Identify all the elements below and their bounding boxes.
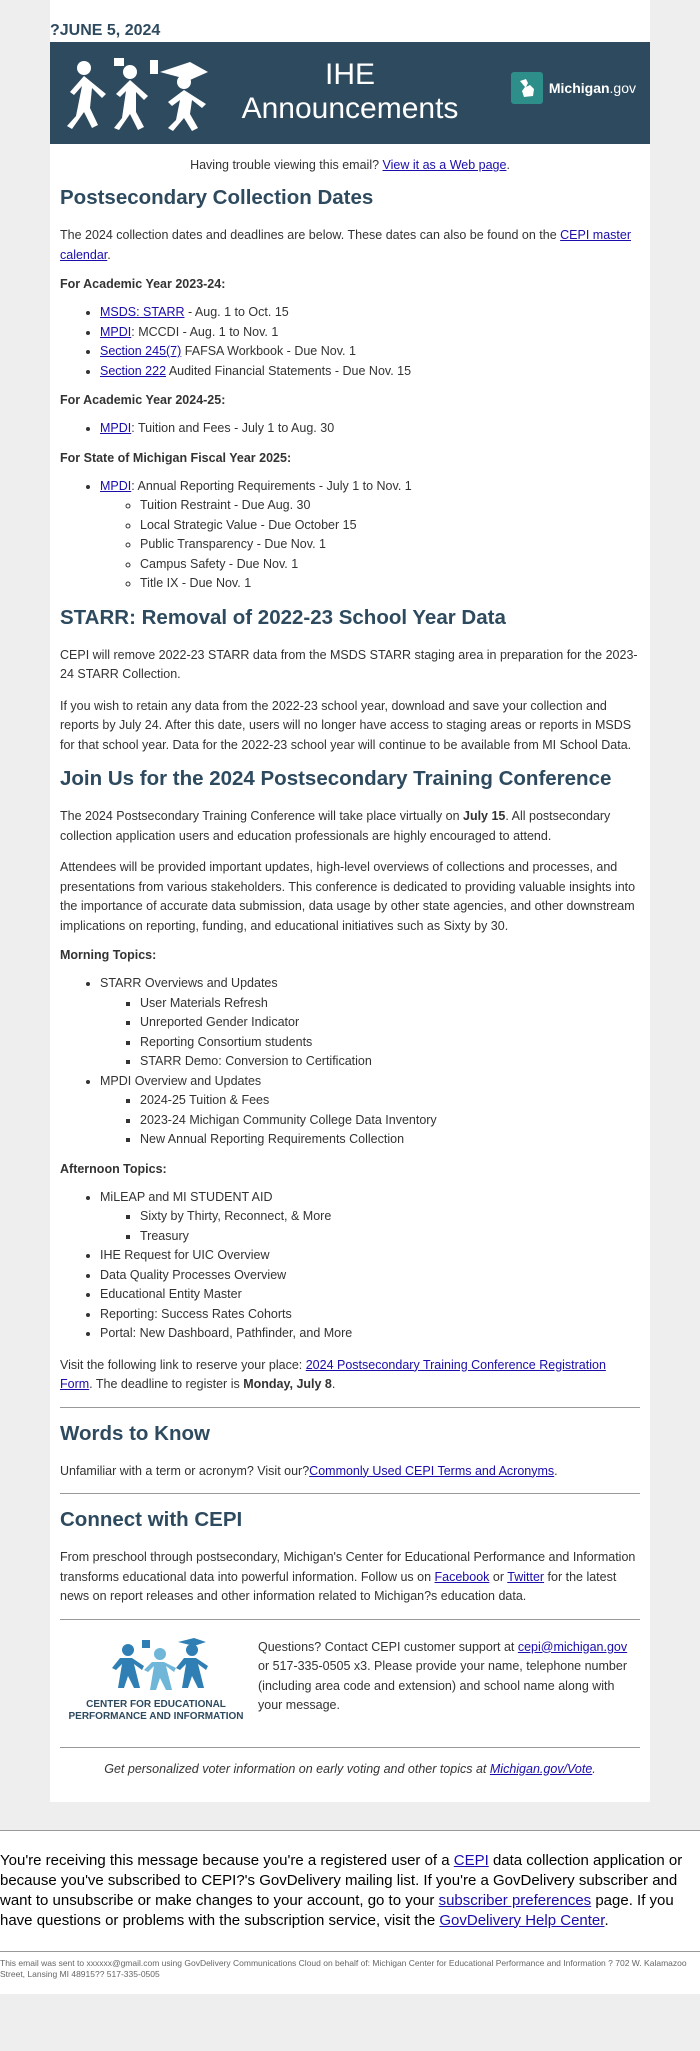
- section-245-link[interactable]: Section 245(7): [100, 344, 182, 358]
- web-view-notice: [60, 158, 640, 172]
- subscription-message: [0, 1851, 700, 1931]
- list-item: [100, 342, 640, 362]
- list-item: ▪ User Materials Refresh: [140, 994, 640, 1014]
- fy2025-list: [60, 477, 640, 594]
- list-item: • Data Quality Processes Overview: [100, 1266, 640, 1286]
- collection-intro-end: .: [107, 247, 111, 262]
- starr-paragraph-1: CEPI will remove 2022-23 STARR data from the MSDS STARR staging area in preparation for the 2023-24 STARR Collection.: [60, 647, 638, 681]
- list-item: • Portal: New Dashboard, Pathfinder, and More: [100, 1324, 640, 1344]
- contact-text: [252, 1638, 640, 1723]
- list-item: ◦ Local Strategic Value - Due October 15: [140, 516, 640, 536]
- morning-topics-heading: Morning Topics:: [60, 948, 157, 962]
- morning-sublist: [100, 994, 640, 1072]
- list-item: ▪ STARR Demo: Conversion to Certification: [140, 1052, 640, 1072]
- afternoon-topics-heading: Afternoon Topics:: [60, 1161, 167, 1176]
- list-item: ◦ Campus Safety - Due Nov. 1: [140, 555, 640, 575]
- list-item: • Reporting: Success Rates Cohorts: [100, 1305, 640, 1325]
- list-item-text: - Aug. 1 to Oct. 15: [184, 305, 289, 319]
- list-item: ▪ Reporting Consortium students: [140, 1033, 640, 1053]
- subscription-footer: [0, 1830, 700, 1994]
- afternoon-topics-list: [60, 1188, 640, 1344]
- words-end: .: [554, 1463, 558, 1478]
- trouble-text: Having trouble viewing this email?: [190, 158, 383, 172]
- divider: [60, 1619, 640, 1620]
- facebook-link[interactable]: Facebook: [434, 1569, 490, 1584]
- list-item: [100, 974, 640, 1072]
- ay2425-heading: For Academic Year 2024-25:: [60, 393, 226, 407]
- list-item-text: MiLEAP and MI STUDENT AID: [100, 1189, 273, 1204]
- govdelivery-help-link[interactable]: GovDelivery Help Center: [439, 1911, 605, 1929]
- section-222-link[interactable]: Section 222: [100, 363, 167, 378]
- collection-intro-text: The 2024 collection dates and deadlines are below. These dates can also be found on the: [60, 228, 561, 242]
- section-title-starr-removal: STARR: Removal of 2022-23 School Year Data: [60, 605, 506, 629]
- list-item: ▪ New Annual Reporting Requirements Collection: [140, 1130, 640, 1150]
- connect-text: From preschool through postsecondary, Michigan's Center for Educational Performance and Information transforms educational data into powerful information. Follow us on: [60, 1550, 636, 1584]
- connect-paragraph: [60, 1548, 640, 1607]
- connect-text: for the latest news on report releases and other information related to Michigan?s education data.: [60, 1569, 617, 1603]
- subscriber-preferences-link[interactable]: subscriber preferences: [438, 1891, 592, 1909]
- list-item: [100, 323, 640, 343]
- list-item: • Educational Entity Master: [100, 1285, 640, 1305]
- issue-date: ?JUNE 5, 2024: [50, 0, 650, 42]
- list-item: [100, 303, 640, 323]
- twitter-link[interactable]: Twitter: [507, 1569, 545, 1584]
- michigan-map-icon: [511, 72, 543, 104]
- mpdi-link[interactable]: MPDI: [100, 421, 132, 435]
- header-banner: [50, 42, 650, 144]
- cepi-figures-icon: [60, 1638, 252, 1694]
- list-item: ▪ 2024-25 Tuition & Fees: [140, 1091, 640, 1111]
- list-item-text: : Tuition and Fees - July 1 to Aug. 30: [131, 421, 335, 435]
- fy2025-heading: For State of Michigan Fiscal Year 2025:: [60, 450, 292, 465]
- vote-end: .: [592, 1761, 596, 1776]
- contact-text-a: Questions? Contact CEPI customer support at: [258, 1639, 518, 1654]
- michigan-vote-link[interactable]: Michigan.gov/Vote: [489, 1761, 593, 1776]
- ay2324-heading: For Academic Year 2023-24:: [60, 277, 226, 291]
- cepi-logo-line-2: PERFORMANCE AND INFORMATION: [68, 1710, 244, 1722]
- list-item-text: MPDI Overview and Updates: [100, 1073, 262, 1088]
- list-item: • IHE Request for UIC Overview: [100, 1246, 640, 1266]
- starr-paragraph-2: If you wish to retain any data from the 2022-23 school year, download and save your collection and reports by July 24. After this date, users will no longer have access to staging areas or reports in MSDS for that school year. Data for the 2022-23 school year will continue to be available from MI School Data.: [60, 698, 632, 752]
- ay2324-list: [60, 303, 640, 381]
- cepi-link[interactable]: CEPI: [453, 1851, 489, 1869]
- list-item-text: Audited Financial Statements - Due Nov. 15: [166, 363, 412, 378]
- footer-text: You're receiving this message because you're a registered user of a: [0, 1851, 454, 1869]
- list-item: ▪ Unreported Gender Indicator: [140, 1013, 640, 1033]
- ay2425-list: [60, 419, 640, 439]
- banner-title: IHE Announcements: [241, 58, 459, 125]
- list-item: [100, 419, 640, 439]
- connect-text: or: [489, 1569, 508, 1584]
- registration-text: Visit the following link to reserve your place:: [60, 1357, 306, 1372]
- email-body: [50, 144, 650, 1802]
- list-item-text: STARR Overviews and Updates: [100, 976, 278, 990]
- section-title-words: Words to Know: [60, 1421, 210, 1445]
- list-item: [100, 1188, 640, 1247]
- list-item-text: : Annual Reporting Requirements - July 1 to Nov. 1: [131, 478, 412, 493]
- list-item: [100, 1072, 640, 1150]
- registration-form-link[interactable]: 2024 Postsecondary Training Conference Registration Form: [60, 1357, 606, 1391]
- footer-text: page. If you have questions or problems with the subscription service, visit the: [0, 1891, 674, 1929]
- conference-text: The 2024 Postsecondary Training Conference will take place virtually on: [60, 809, 463, 823]
- footer-text: data collection application or because you've subscribed to CEPI?'s GovDelivery mailing list. If you're a GovDelivery subscriber and want to unsubscribe or make changes to your account, go to your: [0, 1851, 683, 1909]
- mpdi-link[interactable]: MPDI: [100, 478, 132, 493]
- trouble-end: .: [506, 158, 510, 172]
- list-item: ◦ Tuition Restraint - Due Aug. 30: [140, 496, 640, 516]
- collection-intro: [60, 226, 640, 265]
- list-item: ◦ Title IX - Due Nov. 1: [140, 574, 640, 594]
- afternoon-sublist: [100, 1207, 640, 1246]
- conference-paragraph-2: Attendees will be provided important updates, high-level overviews of collections and processes, and presentations from various stakeholders. This conference is dedicated to providing valuable insights into the importance of accurate data submission, data usage by other state agencies, and other downstream implications on reporting, funding, and educational initiatives such as Sixty by 30.: [60, 860, 636, 933]
- terms-acronyms-link[interactable]: Commonly Used CEPI Terms and Acronyms: [309, 1463, 555, 1478]
- conference-date: July 15: [463, 809, 506, 823]
- words-text: Unfamiliar with a term or acronym? Visit our?: [60, 1463, 310, 1478]
- list-item: ▪ Sixty by Thirty, Reconnect, & More: [140, 1207, 640, 1227]
- words-paragraph: [60, 1462, 640, 1482]
- morning-sublist: [100, 1091, 640, 1150]
- section-title-collection-dates: Postsecondary Collection Dates: [60, 186, 374, 209]
- cepi-logo-line-1: CENTER FOR EDUCATIONAL: [86, 1698, 226, 1710]
- list-item: ◦ Public Transparency - Due Nov. 1: [140, 535, 640, 555]
- mi-logo-text: Michigan: [548, 80, 610, 96]
- michigan-gov-logo[interactable]: [511, 72, 636, 104]
- registration-text: . The deadline to register is: [89, 1377, 244, 1391]
- fy2025-sublist: [100, 496, 640, 594]
- cepi-logo: [60, 1638, 252, 1723]
- cepi-calendar-link[interactable]: CEPI master calendar: [60, 228, 631, 262]
- students-graduation-icon: [62, 56, 212, 132]
- section-title-conference: Join Us for the 2024 Postsecondary Training Conference: [60, 767, 612, 790]
- list-item-text: : MCCDI - Aug. 1 to Nov. 1: [131, 324, 279, 339]
- registration-text: .: [331, 1377, 336, 1391]
- divider: [60, 1407, 640, 1408]
- mi-logo-suffix: .gov: [609, 80, 636, 96]
- conference-paragraph-1: [60, 807, 640, 846]
- msds-starr-link[interactable]: MSDS: STARR: [100, 305, 185, 319]
- conference-text: . All postsecondary collection application users and education professionals are highly encouraged to attend.: [60, 809, 611, 843]
- cepi-email-link[interactable]: cepi@michigan.gov: [517, 1639, 628, 1654]
- divider: [60, 1493, 640, 1494]
- list-item: [100, 477, 640, 594]
- contact-text-b: or 517-335-0505 x3. Please provide your name, telephone number (including area code and extension) and school name along with your message.: [258, 1659, 627, 1712]
- mpdi-link[interactable]: MPDI: [100, 324, 132, 339]
- voter-info: [60, 1762, 640, 1776]
- sent-notice: This email was sent to xxxxxx@gmail.com using GovDelivery Communications Cloud on behalf of: Michigan Center for Educational Performance and Information ? 702 W. Kalamazoo Street, Lansing MI 48915?? 517-335-0505: [0, 1957, 687, 1979]
- list-item: ▪ Treasury: [140, 1227, 640, 1247]
- list-item: ▪ 2023-24 Michigan Community College Data Inventory: [140, 1111, 640, 1131]
- section-title-connect: Connect with CEPI: [60, 1508, 243, 1531]
- list-item-text: FAFSA Workbook - Due Nov. 1: [181, 344, 356, 358]
- footer-text: .: [604, 1911, 609, 1929]
- vote-text: Get personalized voter information on early voting and other topics at: [104, 1761, 490, 1776]
- list-item: [100, 362, 640, 382]
- divider: [60, 1747, 640, 1748]
- registration-deadline: Monday, July 8: [243, 1377, 332, 1391]
- morning-topics-list: [60, 974, 640, 1150]
- registration-paragraph: [60, 1356, 640, 1395]
- web-view-link[interactable]: View it as a Web page: [382, 158, 507, 172]
- contact-box: [60, 1634, 640, 1737]
